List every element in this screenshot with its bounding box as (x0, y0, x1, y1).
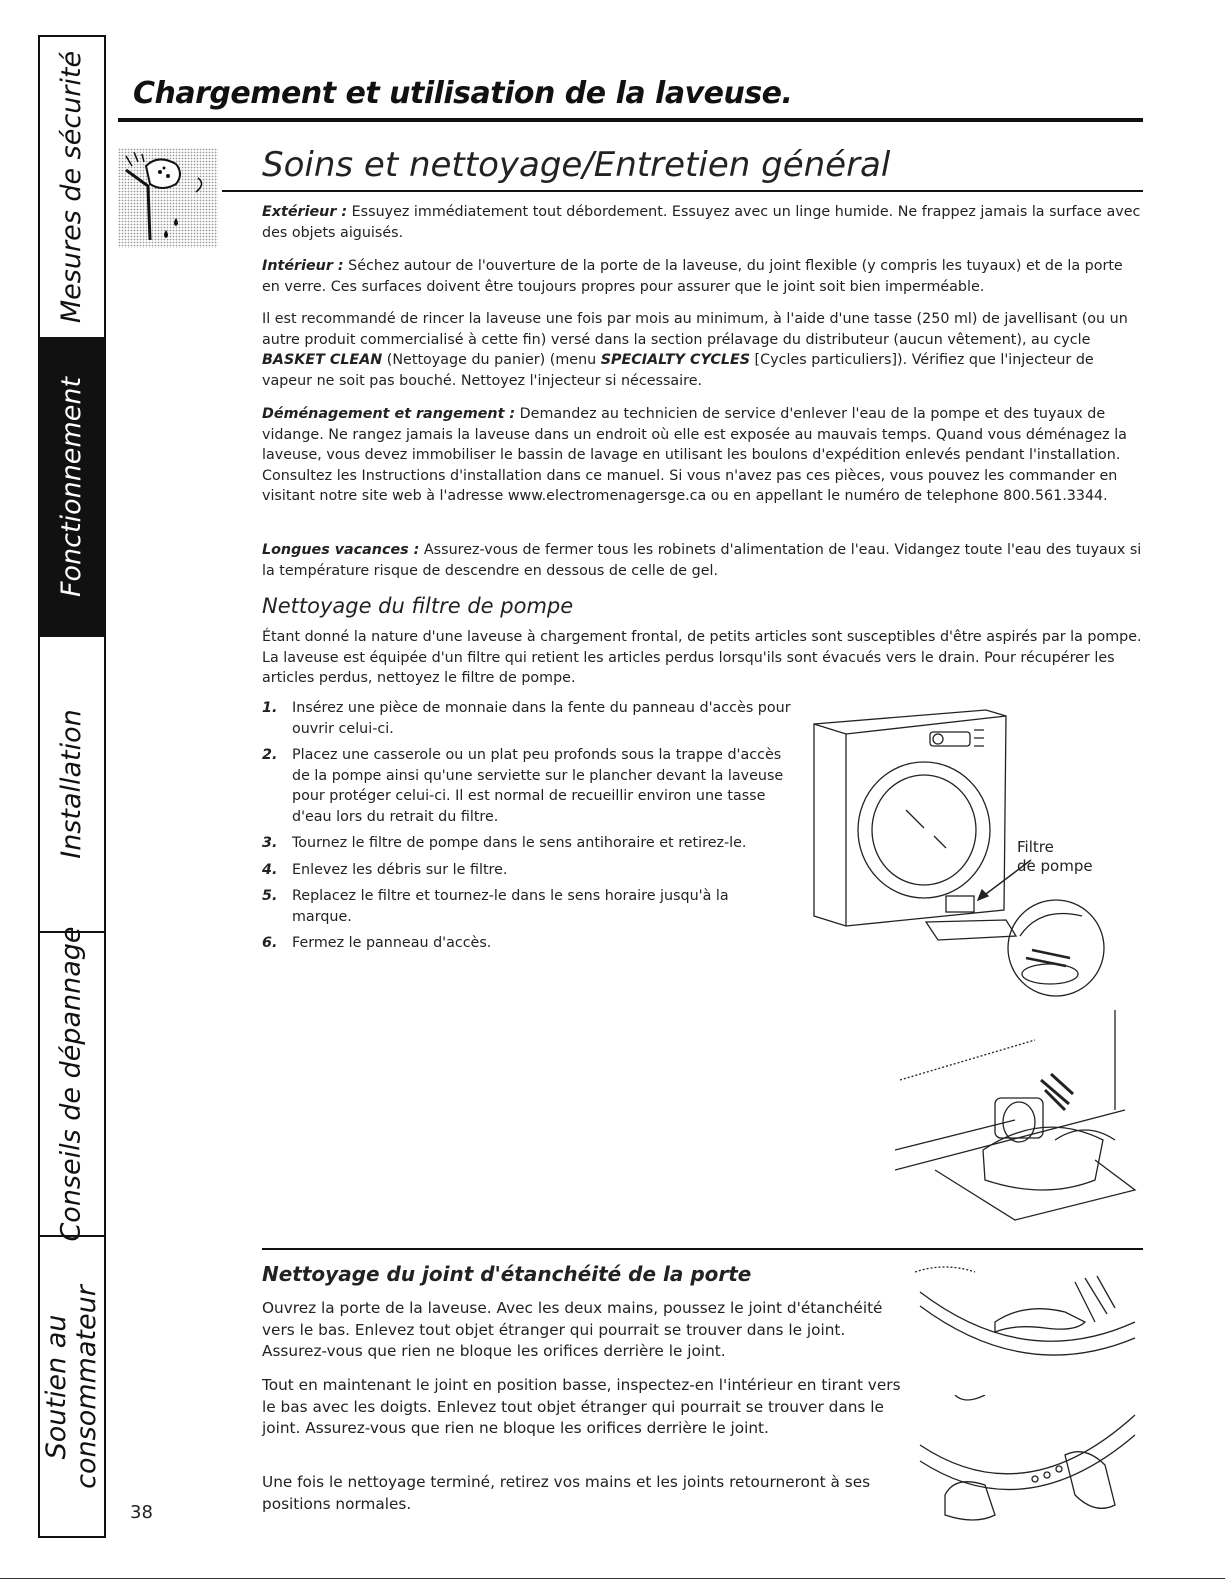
tab-fonctionnement[interactable] (40, 339, 104, 637)
list-item (262, 933, 792, 954)
list-item (262, 745, 792, 827)
paragraph-text: Essuyez immédiatement tout débordement. Essuyez avec un linge humide. Ne frappez jamais la surface avec des objets aiguisés. (262, 204, 1141, 241)
paragraph-lead: Longues vacances : (262, 542, 420, 558)
interieur-paragraph (262, 256, 1142, 297)
section-divider (222, 190, 1143, 192)
tab-conseils-de-depannage[interactable] (40, 926, 104, 1242)
page-bottom-edge (0, 1578, 1225, 1579)
filtre-intro: Étant donné la nature d'une laveuse à chargement frontal, de petits articles sont susceptibles d'être aspirés par la pompe. La laveuse est équipée d'un filtre qui retient les articles perdus lorsqu'ils sont évacués vers le drain. Pour récupérer les articles perdus, nettoyez le filtre de pompe. (262, 629, 1142, 686)
tab-label: Fonctionnement (56, 376, 87, 598)
step-text: Replacez le filtre et tournez-le dans le sens horaire jusqu'à la marque. (292, 888, 729, 925)
filter-closeup-illustration (895, 1010, 1145, 1230)
step-text: Enlevez les débris sur le filtre. (292, 861, 508, 878)
filtre-steps-list (262, 698, 792, 960)
paragraph-text: Séchez autour de l'ouverture de la porte de la laveuse, du joint flexible (y compris les tuyaux) et de la porte en verre. Ces surfaces doivent être toujours propres pour assurer que le joint soit bien imperméable. (262, 258, 1123, 295)
step-number: 4. (262, 861, 278, 878)
door-seal-illustration-bottom (915, 1395, 1140, 1530)
tab-installation[interactable] (40, 637, 104, 933)
page-number: 38 (130, 1502, 153, 1523)
list-item (262, 860, 792, 881)
sidebar-nav (38, 35, 106, 1538)
rincage-paragraph (262, 309, 1142, 391)
paragraph-text: Il est recommandé de rincer la laveuse une fois par mois au minimum, à l'aide d'une tasse (250 ml) de javellisant (ou un autre produit commercialisé à cette fin) versé dans la section prélavage du distributeur (aucun vêtement), au cycle (262, 311, 1128, 348)
step-text: Insérez une pièce de monnaie dans la fente du panneau d'accès pour ouvrir celui-ci. (292, 700, 791, 737)
list-item (262, 886, 792, 927)
filtre-subtitle: Nettoyage du filtre de pompe (262, 594, 574, 618)
cleaning-sponge-icon (118, 148, 218, 248)
door-seal-illustration-top (915, 1262, 1140, 1387)
step-number: 6. (262, 935, 278, 951)
list-item (262, 698, 792, 739)
step-number: 2. (262, 747, 278, 763)
step-text: Fermez le panneau d'accès. (292, 935, 492, 951)
tab-mesures-de-securite[interactable] (40, 37, 104, 339)
joint-subtitle: Nettoyage du joint d'étanchéité de la porte (262, 1262, 752, 1286)
vacances-paragraph (262, 540, 1142, 581)
paragraph-lead: Extérieur : (262, 204, 348, 220)
step-text: Placez une casserole ou un plat peu profonds sous la trappe d'accès de la pompe ainsi qu'une serviette sur le plancher devant la laveuse pour protéger celui-ci. Il est normal de recueillir environ une tasse d'eau lors du retrait du filtre. (292, 747, 784, 825)
section-divider (262, 1248, 1143, 1250)
tab-soutien-au-consommateur[interactable] (40, 1237, 104, 1536)
tab-label: Installation (56, 709, 88, 859)
step-number: 3. (262, 835, 278, 851)
paragraph-text: Demandez au technicien de service d'enlever l'eau de la pompe et des tuyaux de vidange. Ne rangez jamais la laveuse dans un endroit où elle est exposée au mauvais temps. Quand vous déménagez la laveuse, vous devez immobiliser le bassin de lavage en utilisant les boulons d'expédition enlevés pendant l'installation. Consultez les Instructions d'installation dans ce manuel. Si vous n'avez pas ces pièces, vous pouvez les commander en visitant notre site web à l'adresse www.electromenagersge.ca ou en appellant le numéro de telephone 800.561.3344. (262, 406, 1127, 504)
title-divider (118, 118, 1143, 122)
tab-label: Soutien au consommateur (41, 1284, 102, 1489)
list-item (262, 833, 792, 854)
tab-label: Mesures de sécurité (56, 50, 87, 324)
joint-paragraph-1: Ouvrez la porte de la laveuse. Avec les deux mains, poussez le joint d'étanchéité vers le bas. Enlevez tout objet étranger qui pourrait se trouver dans le joint. Assurez-vous que rien ne bloque les orifices derrière le joint. (262, 1299, 883, 1360)
joint-paragraph-2: Tout en maintenant le joint en position basse, inspectez-en l'intérieur en tirant vers le bas avec les doigts. Enlevez tout objet étranger qui pourrait se trouver dans le joint. Assurez-vous que rien ne bloque les orifices derrière le joint. (262, 1376, 901, 1437)
exterieur-paragraph (262, 202, 1142, 243)
page-title: Chargement et utilisation de la laveuse. (133, 76, 793, 111)
section-title: Soins et nettoyage/Entretien général (262, 145, 891, 185)
paragraph-lead: Intérieur : (262, 258, 344, 274)
paragraph-lead: Déménagement et rangement : (262, 406, 516, 422)
paragraph-text: Assurez-vous de fermer tous les robinets d'alimentation de l'eau. Vidangez toute l'eau des tuyaux si la température risque de descendre en dessous de celle de gel. (262, 542, 1142, 579)
paragraph-text: (Nettoyage du panier) (menu (382, 352, 601, 368)
demenagement-paragraph (262, 404, 1142, 507)
specialty-cycles-label: SPECIALTY CYCLES (600, 352, 751, 368)
joint-paragraph-3: Une fois le nettoyage terminé, retirez vos mains et les joints retourneront à ses positions normales. (262, 1473, 871, 1513)
step-number: 5. (262, 888, 278, 904)
step-number: 1. (262, 700, 278, 716)
tab-label: Conseils de dépannage (56, 926, 88, 1242)
basket-clean-label: BASKET CLEAN (262, 352, 383, 368)
callout-text: Filtre de pompe (1017, 838, 1093, 875)
filtre-callout-label (1017, 838, 1093, 876)
step-text: Tournez le filtre de pompe dans le sens antihoraire et retirez-le. (292, 835, 747, 851)
paragraph-text: [Cycles particuliers]). Vérifiez que l'injecteur de vapeur ne soit pas bouché. Nettoyez l'injecteur si nécessaire. (262, 352, 1094, 389)
